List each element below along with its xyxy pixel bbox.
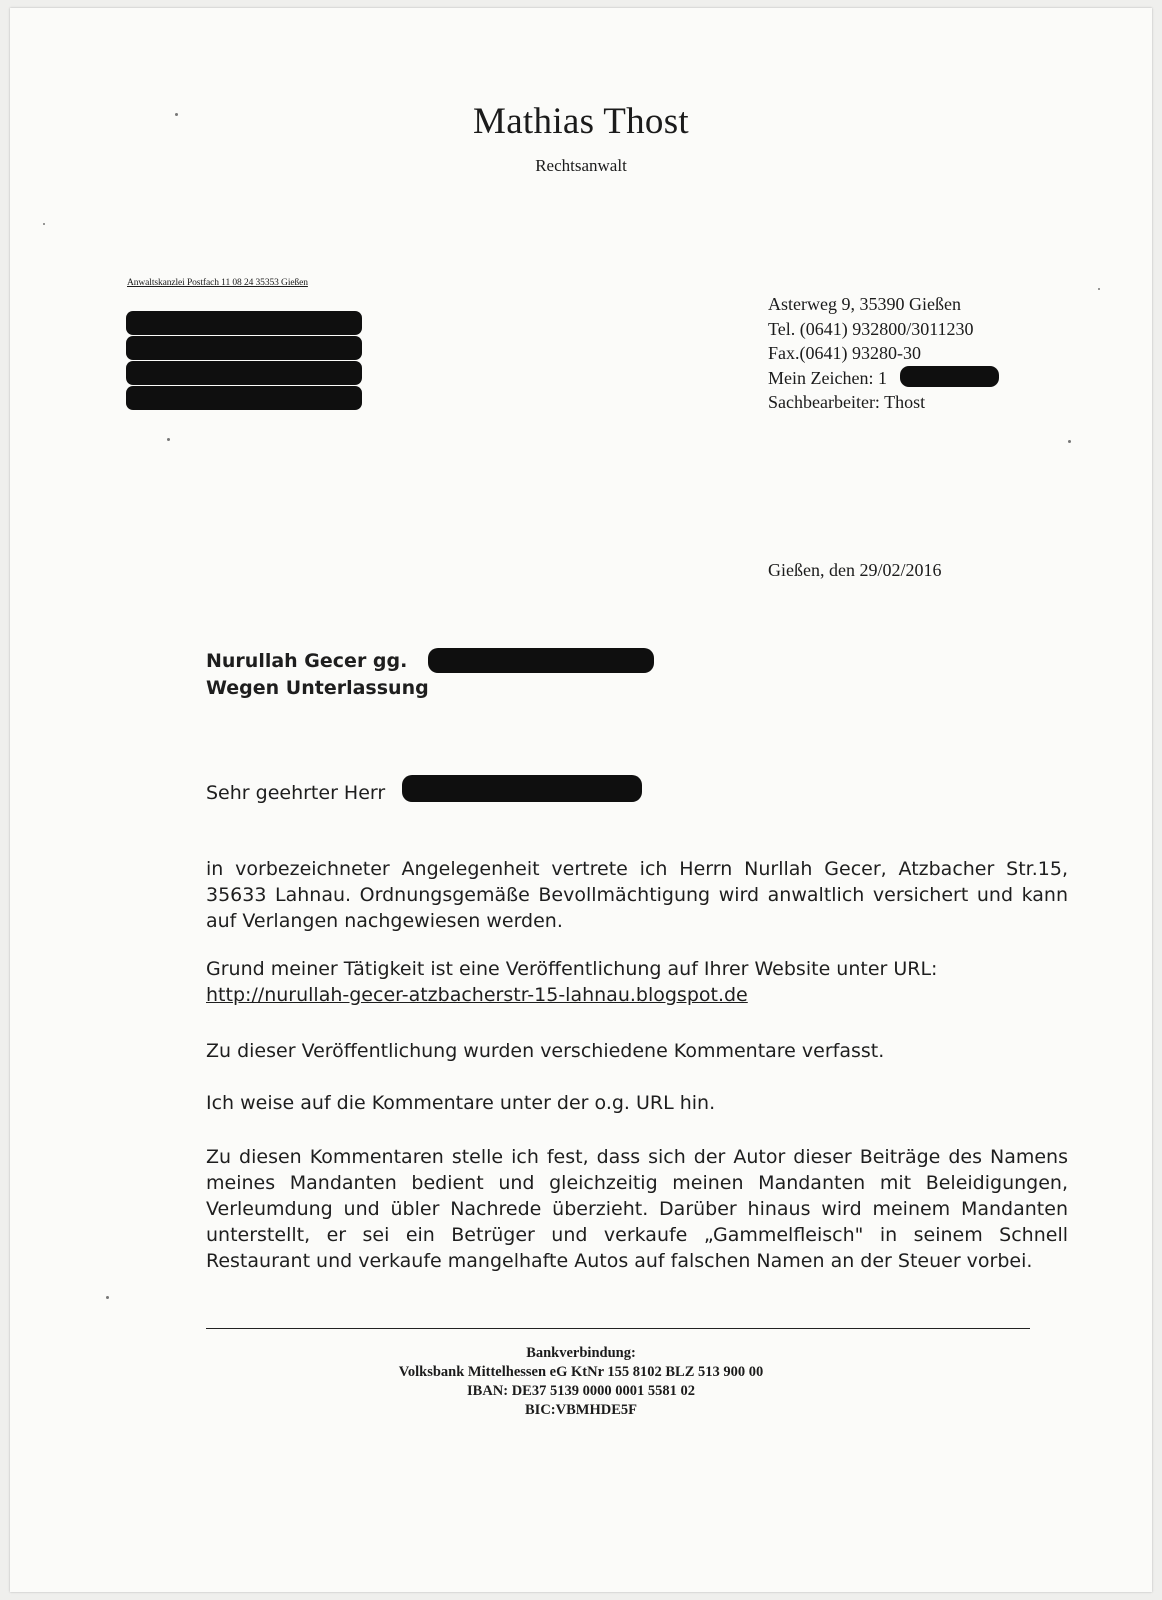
footer-divider	[206, 1328, 1030, 1329]
subject-line-2: Wegen Unterlassung	[206, 677, 429, 699]
redacted-recipient-line-3	[126, 361, 362, 385]
scan-speck	[175, 113, 178, 116]
subject-line-1: Nurullah Gecer gg.	[206, 650, 408, 672]
redacted-reference-number	[900, 366, 999, 387]
paragraph-reason	[206, 956, 1068, 1008]
letter-page	[10, 8, 1152, 1592]
redacted-opponent-name	[428, 648, 654, 673]
paragraph-comments: Zu dieser Veröffentlichung wurden verschiedene Kommentare verfasst.	[206, 1040, 885, 1062]
contact-reference: Mein Zeichen: 1	[768, 367, 887, 388]
redacted-recipient-line-2	[126, 336, 362, 360]
firm-name: Mathias Thost	[473, 101, 689, 142]
scan-speck	[43, 223, 45, 225]
subject-block	[206, 648, 429, 702]
scan-speck	[167, 438, 170, 441]
scan-speck	[1068, 440, 1071, 443]
redacted-recipient-line-1	[126, 311, 362, 335]
sender-return-address: Anwaltskanzlei Postfach 11 08 24 35353 Gießen	[127, 278, 308, 288]
scan-speck	[1098, 288, 1100, 290]
paragraph-reason-text: Grund meiner Tätigkeit ist eine Veröffentlichung auf Ihrer Website unter URL:	[206, 958, 938, 980]
paragraph-reference: Ich weise auf die Kommentare unter der o.g. URL hin.	[206, 1092, 716, 1114]
contact-block	[768, 292, 974, 415]
paragraph-representation: in vorbezeichneter Angelegenheit vertrete ich Herrn Nurllah Gecer, Atzbacher Str.15, 35633 Lahnau. Ordnungsgemäße Bevollmächtigung wird anwaltlich versichert und kann auf Verlangen nachgewiesen werden.	[206, 858, 1068, 932]
bank-heading: Bankverbindung:	[526, 1345, 636, 1361]
bank-iban: IBAN: DE37 5139 0000 0001 5581 02	[467, 1383, 695, 1399]
contact-telephone: Tel. (0641) 932800/3011230	[768, 318, 974, 339]
redacted-recipient-line-4	[126, 386, 362, 410]
scan-speck	[106, 1296, 109, 1299]
redacted-addressee-name	[402, 775, 642, 802]
paragraph-findings: Zu diesen Kommentaren stelle ich fest, dass sich der Autor dieser Beiträge des Namens meines Mandanten bedient und gleichzeitig meinen Mandanten mit Beleidigungen, Verleumdung und übler Nachrede überzieht. Darüber hinaus wird meinem Mandanten unterstellt, er sei ein Betrüger und verkaufe „Gammelfleisch" in seinem Schnell Restaurant und verkaufe mangelhafte Autos auf falschen Namen an der Steuer vorbei.	[206, 1146, 1068, 1272]
bank-details	[10, 1344, 1152, 1420]
letter-date: Gießen, den 29/02/2016	[768, 560, 942, 580]
contact-clerk: Sachbearbeiter: Thost	[768, 392, 926, 412]
contact-fax: Fax.(0641) 93280-30	[768, 343, 921, 363]
blog-url-link[interactable]: http://nurullah-gecer-atzbacherstr-15-lahnau.blogspot.de	[206, 984, 748, 1006]
bank-name-account: Volksbank Mittelhessen eG KtNr 155 8102 BLZ 513 900 00	[398, 1364, 764, 1380]
contact-address: Asterweg 9, 35390 Gießen	[768, 294, 961, 314]
firm-title: Rechtsanwalt	[535, 156, 627, 175]
salutation: Sehr geehrter Herr	[206, 782, 386, 804]
bank-bic: BIC:VBMHDE5F	[525, 1402, 637, 1418]
